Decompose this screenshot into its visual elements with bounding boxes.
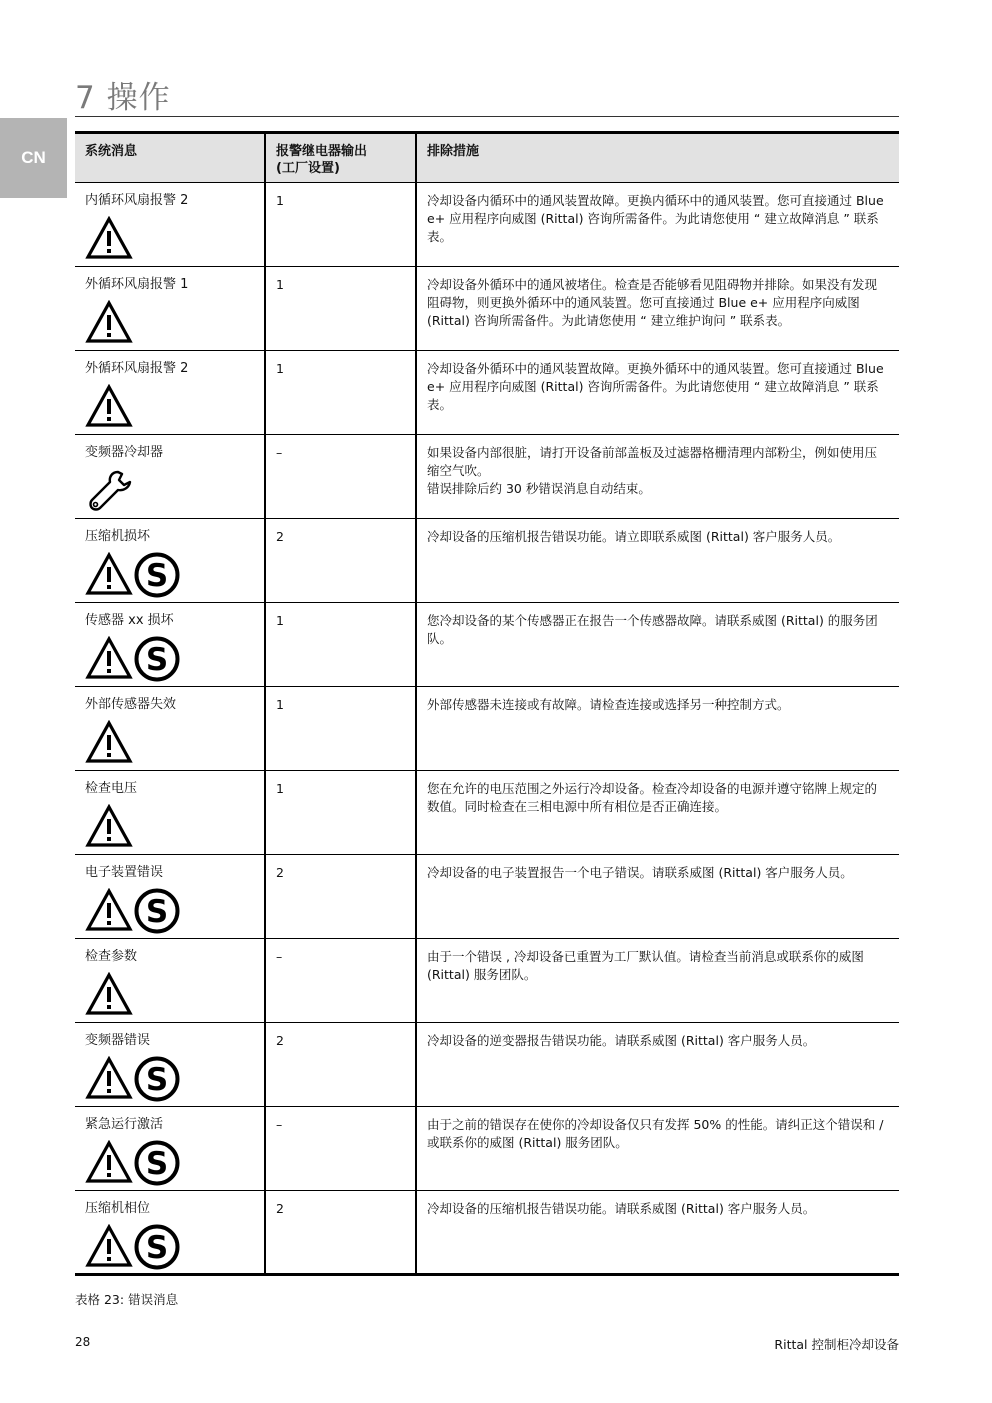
warning-triangle-icon [85, 720, 133, 764]
system-message-name: 外循环风扇报警 2 [85, 361, 189, 376]
remedy-cell: 由于之前的错误存在使你的冷却设备仅只有发挥 50% 的性能。请纠正这个错误和 / 或联系你的威图 (Rittal) 服务团队。 [416, 1107, 899, 1191]
svg-text:S: S [145, 894, 169, 930]
remedy-cell: 冷却设备的逆变器报告错误功能。请联系威图 (Rittal) 客户服务人员。 [416, 1023, 899, 1107]
remedy-cell: 冷却设备的压缩机报告错误功能。请立即联系威图 (Rittal) 客户服务人员。 [416, 519, 899, 603]
system-message-name: 变频器冷却器 [85, 445, 164, 460]
system-message-cell [75, 183, 265, 267]
system-message-name: 电子装置错误 [85, 865, 164, 880]
remedy-cell: 您在允许的电压范围之外运行冷却设备。检查冷却设备的电源并遵守铭牌上规定的数值。同时检查在三相电源中所有相位是否正确连接。 [416, 771, 899, 855]
system-message-cell [75, 939, 265, 1023]
table-row [75, 519, 899, 603]
message-icons [85, 888, 254, 934]
remedy-cell: 冷却设备的压缩机报告错误功能。请联系威图 (Rittal) 客户服务人员。 [416, 1191, 899, 1275]
system-message-cell [75, 267, 265, 351]
remedy-cell: 外部传感器未连接或有故障。请检查连接或选择另一种控制方式。 [416, 687, 899, 771]
language-tab: CN [0, 118, 67, 198]
alarm-relay-cell: 2 [265, 1191, 416, 1275]
remedy-cell: 由于一个错误 , 冷却设备已重置为工厂默认值。请检查当前消息或联系你的威图 (Rittal) 服务团队。 [416, 939, 899, 1023]
remedy-cell: 您冷却设备的某个传感器正在报告一个传感器故障。请联系威图 (Rittal) 的服务团队。 [416, 603, 899, 687]
service-required-icon [133, 1056, 181, 1102]
warning-triangle-icon [85, 1224, 133, 1268]
alarm-relay-cell: 1 [265, 603, 416, 687]
wrench-icon [85, 468, 135, 514]
warning-triangle-icon [85, 972, 133, 1016]
warning-triangle-icon [85, 300, 133, 344]
system-message-cell [75, 1107, 265, 1191]
alarm-relay-cell: 2 [265, 855, 416, 939]
message-icons [85, 384, 254, 430]
header-alarm-relay: 报警继电器输出 (工厂设置) [265, 133, 416, 183]
system-message-name: 压缩机损坏 [85, 529, 151, 544]
table-row [75, 603, 899, 687]
system-message-name: 传感器 xx 损坏 [85, 613, 174, 628]
header-remedy: 排除措施 [416, 133, 899, 183]
alarm-relay-cell: 1 [265, 771, 416, 855]
svg-text:S: S [145, 1230, 169, 1266]
svg-text:S: S [145, 642, 169, 678]
message-icons [85, 720, 254, 766]
message-icons [85, 216, 254, 262]
table-row [75, 1023, 899, 1107]
system-message-cell [75, 351, 265, 435]
message-icons [85, 300, 254, 346]
table-header-row [75, 133, 899, 183]
alarm-relay-cell: 1 [265, 183, 416, 267]
warning-triangle-icon [85, 1140, 133, 1184]
system-message-name: 变频器错误 [85, 1033, 151, 1048]
table-row [75, 351, 899, 435]
service-required-icon [133, 552, 181, 598]
footer-brand: Rittal 控制柜冷却设备 [774, 1337, 899, 1352]
remedy-cell: 冷却设备的电子装置报告一个电子错误。请联系威图 (Rittal) 客户服务人员。 [416, 855, 899, 939]
service-required-icon [133, 1140, 181, 1186]
service-required-icon [133, 888, 181, 934]
message-icons [85, 1224, 254, 1270]
header-system-message: 系统消息 [75, 133, 265, 183]
warning-triangle-icon [85, 552, 133, 596]
message-icons [85, 804, 254, 850]
svg-text:S: S [145, 558, 169, 594]
alarm-relay-cell: – [265, 435, 416, 519]
message-icons [85, 636, 254, 682]
system-message-name: 压缩机相位 [85, 1201, 151, 1216]
alarm-relay-cell: 1 [265, 687, 416, 771]
system-message-cell [75, 435, 265, 519]
table-row [75, 855, 899, 939]
warning-triangle-icon [85, 804, 133, 848]
alarm-relay-cell: 1 [265, 351, 416, 435]
page-title: 7 操作 [75, 80, 171, 116]
system-message-cell [75, 603, 265, 687]
system-message-cell [75, 687, 265, 771]
service-required-icon [133, 1224, 181, 1270]
remedy-cell: 如果设备内部很脏，请打开设备前部盖板及过滤器格栅清理内部粉尘，例如使用压缩空气吹。 错误排除后约 30 秒错误消息自动结束。 [416, 435, 899, 519]
table-row [75, 687, 899, 771]
table-row [75, 267, 899, 351]
table-caption: 表格 23: 错误消息 [75, 1292, 179, 1307]
system-message-name: 内循环风扇报警 2 [85, 193, 189, 208]
message-icons [85, 468, 254, 514]
remedy-cell: 冷却设备内循环中的通风装置故障。更换内循环中的通风装置。您可直接通过 Blue e+ 应用程序向威图 (Rittal) 咨询所需备件。为此请您使用 “ 建立故障消息 ” 联系表。 [416, 183, 899, 267]
warning-triangle-icon [85, 216, 133, 260]
message-icons [85, 972, 254, 1018]
table-row [75, 1107, 899, 1191]
warning-triangle-icon [85, 1056, 133, 1100]
table-row [75, 183, 899, 267]
message-icons [85, 1140, 254, 1186]
message-icons [85, 1056, 254, 1102]
message-icons [85, 552, 254, 598]
warning-triangle-icon [85, 384, 133, 428]
remedy-cell: 冷却设备外循环中的通风装置故障。更换外循环中的通风装置。您可直接通过 Blue e+ 应用程序向威图 (Rittal) 咨询所需备件。为此请您使用 “ 建立故障消息 ” 联系表。 [416, 351, 899, 435]
system-message-name: 外部传感器失效 [85, 697, 177, 712]
system-message-cell [75, 1191, 265, 1275]
svg-text:S: S [145, 1062, 169, 1098]
table-row [75, 771, 899, 855]
warning-triangle-icon [85, 888, 133, 932]
warning-triangle-icon [85, 636, 133, 680]
alarm-relay-cell: – [265, 939, 416, 1023]
system-message-name: 紧急运行激活 [85, 1117, 164, 1132]
alarm-relay-cell: 1 [265, 267, 416, 351]
system-message-cell [75, 1023, 265, 1107]
title-rule [75, 116, 899, 117]
svg-text:S: S [145, 1146, 169, 1182]
system-message-name: 外循环风扇报警 1 [85, 277, 189, 292]
table-row [75, 1191, 899, 1275]
error-message-table [75, 131, 899, 1276]
system-message-name: 检查电压 [85, 781, 138, 796]
system-message-name: 检查参数 [85, 949, 138, 964]
system-message-cell [75, 855, 265, 939]
system-message-cell [75, 519, 265, 603]
alarm-relay-cell: 2 [265, 519, 416, 603]
system-message-cell [75, 771, 265, 855]
page-number: 28 [75, 1335, 91, 1349]
table-row [75, 435, 899, 519]
alarm-relay-cell: – [265, 1107, 416, 1191]
service-required-icon [133, 636, 181, 682]
alarm-relay-cell: 2 [265, 1023, 416, 1107]
table-row [75, 939, 899, 1023]
remedy-cell: 冷却设备外循环中的通风被堵住。检查是否能够看见阻碍物并排除。如果没有发现阻碍物，则更换外循环中的通风装置。您可直接通过 Blue e+ 应用程序向威图 (Rittal) 咨询所需备件。为此请您使用 “ 建立维护询问 ” 联系表。 [416, 267, 899, 351]
